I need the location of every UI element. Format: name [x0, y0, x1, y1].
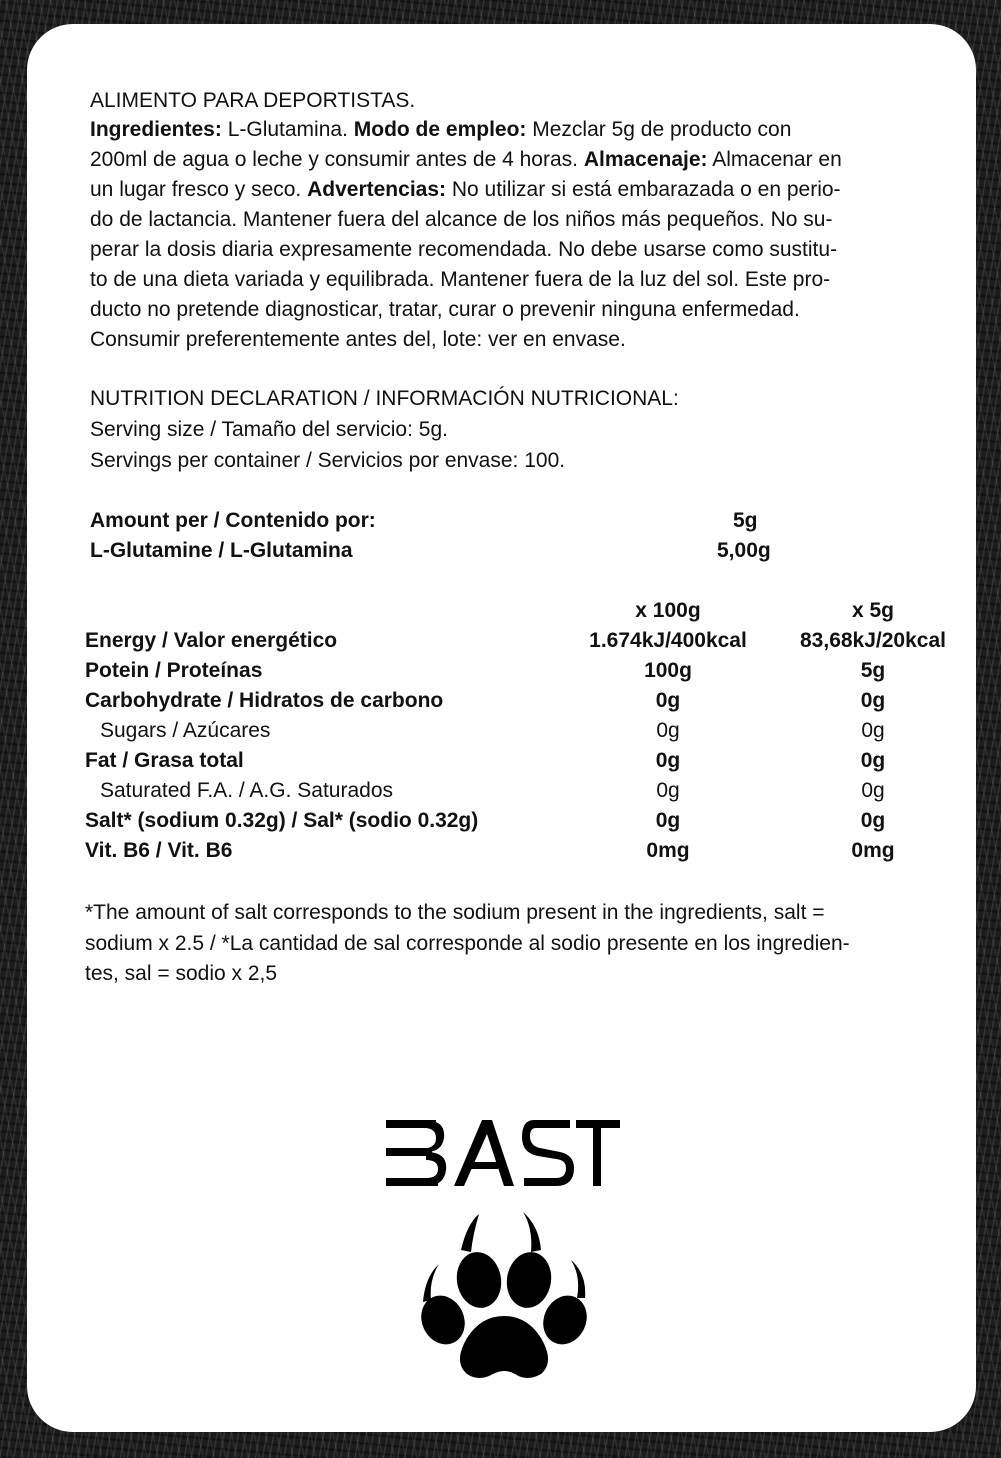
amount-per-value: 5g — [733, 509, 758, 532]
section-heading: Ingredientes: — [90, 118, 222, 141]
table-row — [85, 776, 945, 806]
label-panel — [27, 24, 976, 1432]
body-text: do de lactancia. Mantener fuera del alcance de los niños más pequeños. No su- — [90, 208, 833, 231]
value-per-5g: 0g — [860, 809, 886, 832]
table-row — [85, 836, 945, 866]
body-text: No utilizar si está embarazada o en perio- — [446, 178, 841, 201]
ingredients-line — [90, 325, 626, 354]
value-per-5g: 5g — [860, 659, 886, 682]
value-per-100g: 0g — [656, 719, 680, 742]
ingredients-line — [90, 205, 832, 234]
glutamine-label: L-Glutamine / L-Glutamina — [90, 539, 353, 562]
nutrient-label: Potein / Proteínas — [85, 659, 263, 682]
nutrition-title: NUTRITION DECLARATION / INFORMACIÓN NUTRICIONAL: — [90, 387, 679, 410]
value-per-100g: 0g — [655, 749, 681, 772]
section-heading: Almacenaje: — [583, 148, 708, 171]
value-per-5g: 0mg — [851, 839, 895, 862]
ingredients-line — [90, 115, 791, 144]
body-text: 200ml de agua o leche y consumir antes de 4 horas. — [90, 148, 584, 171]
nutrient-label: Vit. B6 / Vit. B6 — [85, 839, 233, 862]
value-per-100g: 100g — [644, 659, 692, 682]
value-per-100g: 0mg — [646, 839, 690, 862]
body-text: to de una dieta variada y equilibrada. Mantener fuera de la luz del sol. Este pro- — [90, 268, 831, 291]
value-per-5g: 0g — [861, 779, 885, 802]
product-category: ALIMENTO PARA DEPORTISTAS. — [90, 89, 416, 112]
glutamine-value: 5,00g — [717, 539, 771, 562]
value-per-5g: 0g — [861, 719, 885, 742]
footnote-line-1: *The amount of salt corresponds to the sodium present in the ingredients, salt = — [85, 901, 825, 924]
table-row — [85, 686, 945, 716]
value-per-100g: 0g — [655, 689, 681, 712]
brand-logo — [384, 1118, 620, 1188]
table-row — [85, 626, 945, 656]
body-text: un lugar fresco y seco. — [90, 178, 308, 201]
table-row — [85, 746, 945, 776]
value-per-100g: 1.674kJ/400kcal — [589, 629, 747, 652]
section-heading: Advertencias: — [307, 178, 446, 201]
table-row — [85, 656, 945, 686]
value-per-5g: 0g — [860, 689, 886, 712]
section-heading: Modo de empleo: — [353, 118, 527, 141]
ingredients-line — [90, 145, 842, 174]
nutrient-label: Fat / Grasa total — [85, 749, 244, 772]
paw-claw-icon — [415, 1212, 595, 1382]
nutrient-label: Carbohydrate / Hidratos de carbono — [85, 689, 444, 712]
body-text: perar la dosis diaria expresamente recomendada. No debe usarse como sustitu- — [90, 238, 838, 261]
value-per-5g: 83,68kJ/20kcal — [800, 629, 946, 652]
ingredients-line — [90, 175, 841, 204]
value-per-5g: 0g — [860, 749, 886, 772]
col-header-100g: x 100g — [635, 599, 701, 622]
amount-per-label: Amount per / Contenido por: — [90, 509, 376, 532]
body-text: ducto no pretende diagnosticar, tratar, curar o prevenir ninguna enfermedad. — [90, 298, 800, 321]
value-per-100g: 0g — [655, 809, 681, 832]
table-header — [85, 596, 945, 626]
body-text: Mezclar 5g de producto con — [526, 118, 792, 141]
table-row — [85, 716, 945, 746]
ingredients-line — [90, 295, 800, 324]
col-header-5g: x 5g — [851, 599, 895, 622]
ingredients-line — [90, 235, 837, 264]
nutrient-label: Sugars / Azúcares — [100, 719, 271, 742]
table-row — [85, 806, 945, 836]
footnote-line-3: tes, sal = sodio x 2,5 — [85, 962, 278, 985]
ingredients-line — [90, 265, 830, 294]
servings-per-container: Servings per container / Servicios por envase: 100. — [90, 449, 566, 472]
footnote-line-2: sodium x 2.5 / *La cantidad de sal corresponde al sodio presente en los ingredien- — [85, 932, 850, 955]
nutrient-label: Salt* (sodium 0.32g) / Sal* (sodio 0.32g) — [85, 809, 479, 832]
body-text: L-Glutamina. — [221, 118, 354, 141]
body-text: Consumir preferentemente antes del, lote: ver en envase. — [90, 328, 626, 351]
nutrient-label: Saturated F.A. / A.G. Saturados — [100, 779, 393, 802]
body-text: Almacenar en — [707, 148, 842, 171]
nutrient-label: Energy / Valor energético — [85, 629, 338, 652]
value-per-100g: 0g — [656, 779, 680, 802]
serving-size: Serving size / Tamaño del servicio: 5g. — [90, 418, 448, 441]
